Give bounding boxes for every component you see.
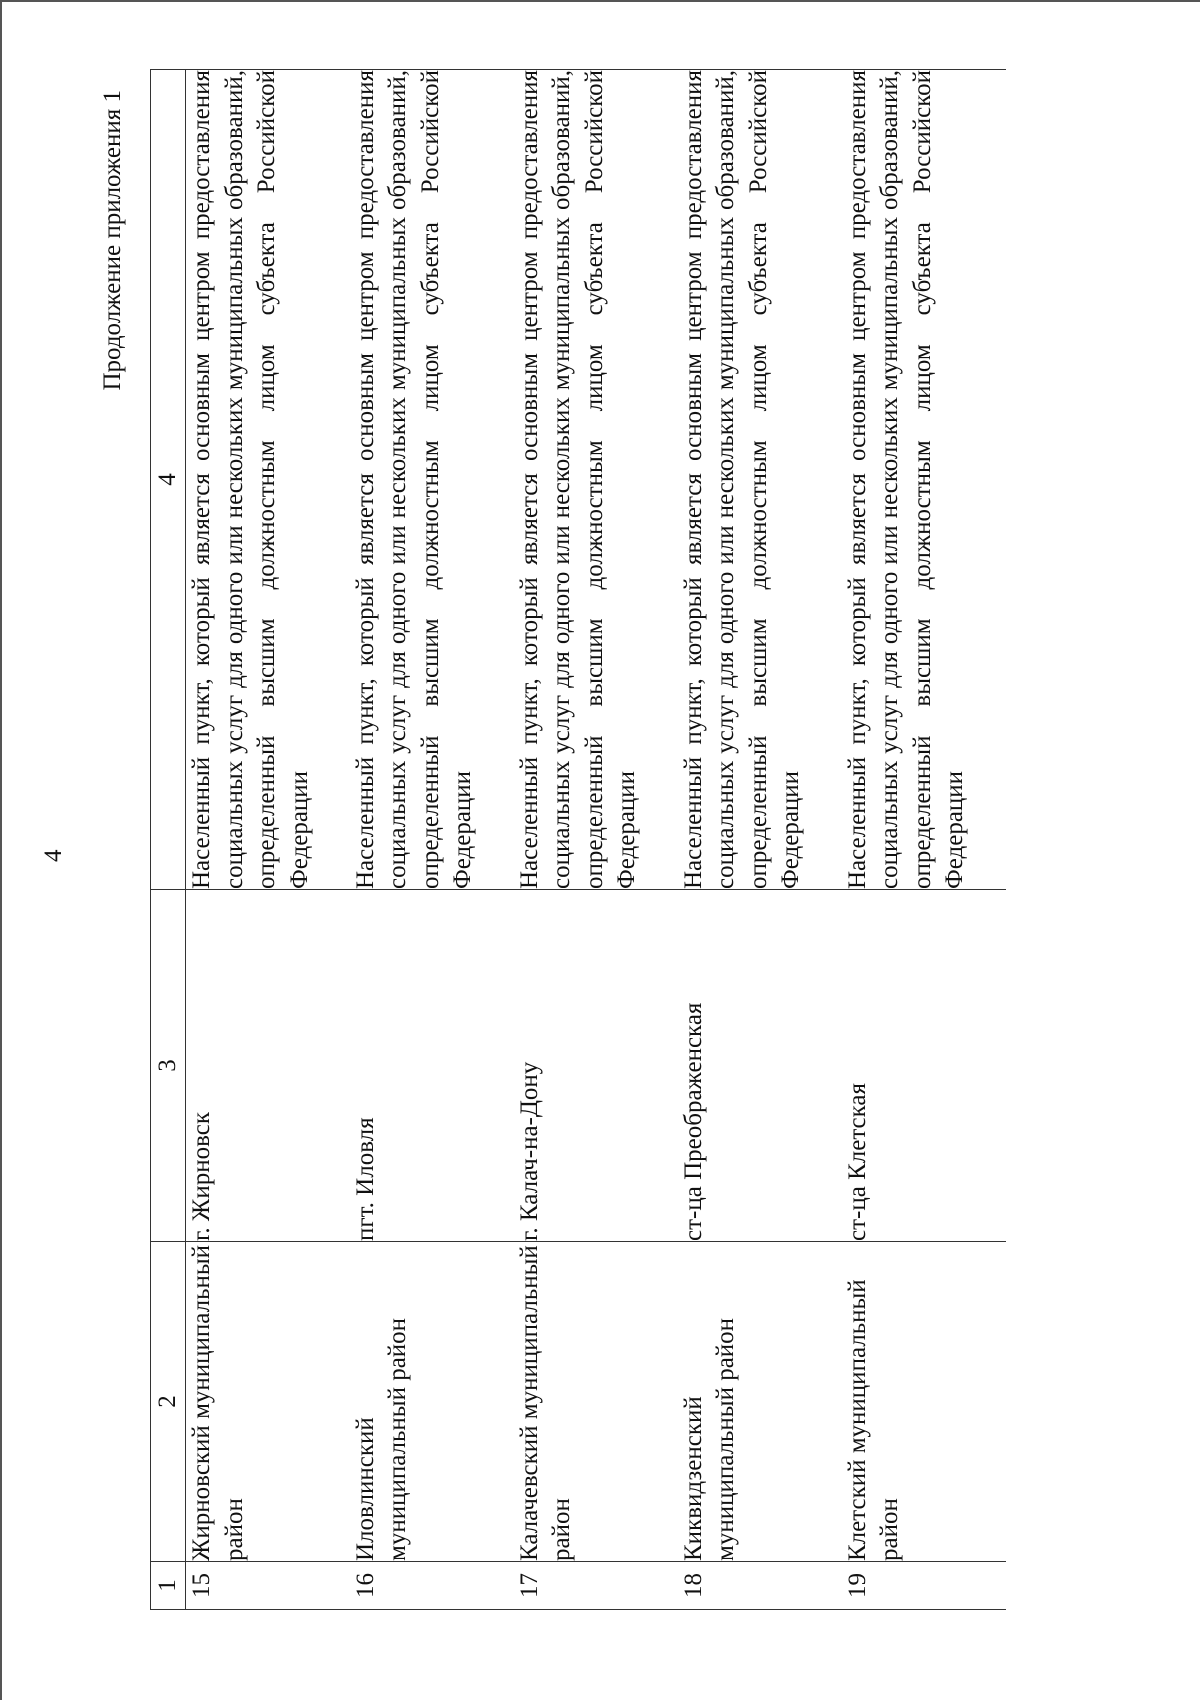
table-row — [678, 70, 842, 1610]
center-name: ст-ца Преображенская — [678, 890, 842, 1242]
table-row — [350, 70, 514, 1610]
row-number: 18 — [678, 1562, 842, 1610]
row-number: 19 — [842, 1562, 1006, 1610]
description-text: Населенный пункт, который является основным центром предоставления социальных услуг для одного или нескольких муниципальных образований, определенный высшим должностным лицом субъекта Российской Федерации — [679, 70, 804, 889]
column-header-3: 3 — [151, 890, 186, 1242]
table-row — [186, 70, 350, 1610]
description-text: Населенный пункт, который является основным центром предоставления социальных услуг для одного или нескольких муниципальных образований, определенный высшим должностным лицом субъекта Российской Федерации — [188, 70, 313, 889]
description-cell — [350, 70, 514, 890]
description-text: Населенный пункт, который является основным центром предоставления социальных услуг для одного или нескольких муниципальных образований, определенный высшим должностным лицом субъекта Российской Федерации — [843, 70, 968, 889]
district-name: Калачевский муниципальный район — [514, 1242, 678, 1562]
row-number: 17 — [514, 1562, 678, 1610]
page-number: 4 — [40, 849, 67, 862]
district-name: Киквидзенский муниципальный район — [678, 1242, 842, 1562]
district-name: Жирновский муниципальный район — [186, 1242, 350, 1562]
district-name: Иловлинский муниципальный район — [350, 1242, 514, 1562]
center-name: г. Калач-на-Дону — [514, 890, 678, 1242]
table-header-row — [151, 70, 186, 1610]
column-header-2: 2 — [151, 1242, 186, 1562]
column-header-1: 1 — [151, 1562, 186, 1610]
center-name: ст-ца Клетская — [842, 890, 1006, 1242]
description-text: Населенный пункт, который является основным центром предоставления социальных услуг для одного или нескольких муниципальных образований, определенный высшим должностным лицом субъекта Российской Федерации — [351, 70, 476, 889]
row-number: 15 — [186, 1562, 350, 1610]
description-text: Населенный пункт, который является основным центром предоставления социальных услуг для одного или нескольких муниципальных образований, определенный высшим должностным лицом субъекта Российской Федерации — [515, 70, 640, 889]
settlements-table — [150, 69, 1006, 1610]
table-row — [514, 70, 678, 1610]
table-row — [842, 70, 1006, 1610]
column-header-4: 4 — [151, 70, 186, 890]
center-name: г. Жирновск — [186, 890, 350, 1242]
description-cell — [678, 70, 842, 890]
description-cell — [842, 70, 1006, 890]
description-cell — [514, 70, 678, 890]
appendix-note: Продолжение приложения 1 — [99, 90, 126, 391]
description-cell — [186, 70, 350, 890]
district-name: Клетский муниципальный район — [842, 1242, 1006, 1562]
row-number: 16 — [350, 1562, 514, 1610]
center-name: пгт. Иловля — [350, 890, 514, 1242]
